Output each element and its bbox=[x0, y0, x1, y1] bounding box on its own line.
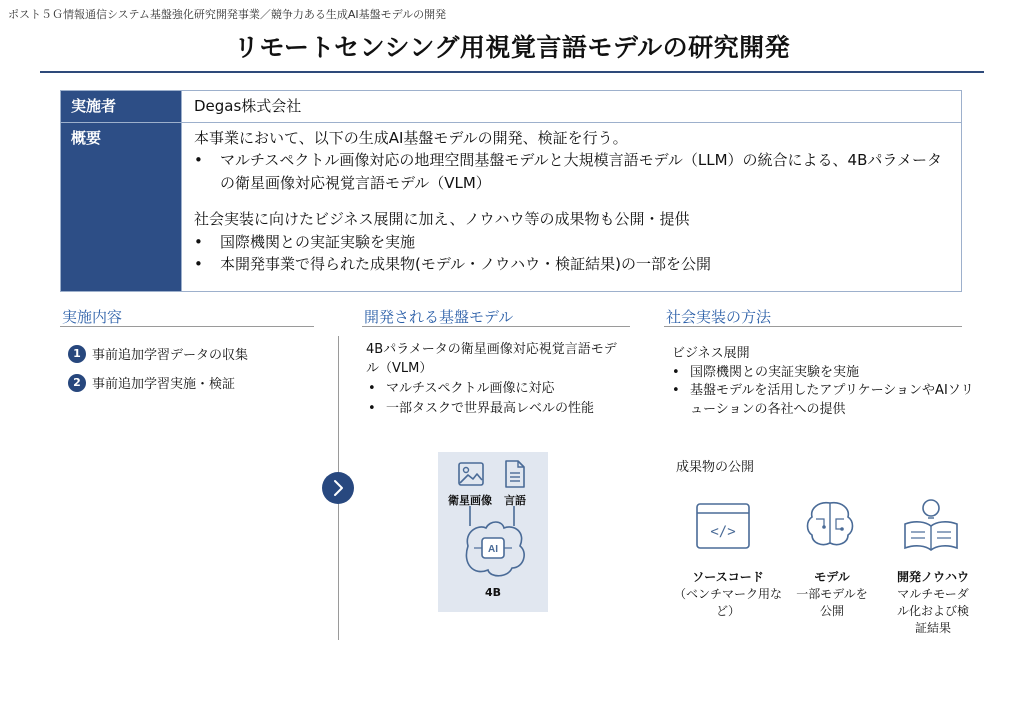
ai-chip-label: AI bbox=[488, 544, 498, 555]
code-symbol: </> bbox=[710, 524, 736, 540]
output-title-knowhow: 開発ノウハウ bbox=[896, 570, 969, 584]
impl-step bbox=[68, 344, 248, 363]
ai-brain-icon bbox=[438, 506, 548, 582]
model-bullet bbox=[368, 380, 630, 399]
header-note: ポスト５Ｇ情報通信システム基盤強化研究開発事業／競争力ある生成AI基盤モデルの開発 bbox=[8, 8, 447, 21]
summary-row bbox=[61, 122, 962, 291]
impl-section-title: 実施内容 bbox=[62, 308, 123, 326]
org-value: Degas株式会社 bbox=[182, 91, 962, 123]
model-bullet-text: 一部タスクで世界最高レベルの性能 bbox=[386, 401, 595, 416]
model-bullet-text: マルチスペクトル画像に対応 bbox=[386, 381, 555, 396]
chevron-right-icon bbox=[322, 472, 354, 504]
summary-bullet-text: マルチスペクトル画像対応の地理空間基盤モデルと大規模言語モデル（LLM）の統合による、4Bパラメータの衛星画像対応視覚言語モデル（VLM） bbox=[220, 151, 942, 192]
summary-intro: 本事業において、以下の生成AI基盤モデルの開発、検証を行う。 bbox=[194, 128, 628, 147]
impl-step bbox=[68, 373, 235, 392]
model-section-rule bbox=[362, 326, 630, 327]
image-input-label: 衛星画像 bbox=[448, 494, 492, 507]
org-label: 実施者 bbox=[61, 91, 182, 123]
bullet-dot: • bbox=[194, 255, 203, 273]
summary-bullet-text: 国際機関との実証実験を実施 bbox=[220, 232, 416, 251]
bullet-dot: • bbox=[194, 151, 203, 169]
social-bullet-text: 国際機関との実証実験を実施 bbox=[690, 365, 860, 380]
title-rule bbox=[40, 71, 984, 73]
step-text: 事前追加学習実施・検証 bbox=[92, 377, 236, 392]
summary-bullet bbox=[194, 253, 949, 276]
step-number: 2 bbox=[68, 374, 86, 392]
bullet-dot: • bbox=[368, 381, 376, 396]
model-section-title: 開発される基盤モデル bbox=[364, 308, 514, 326]
code-window-icon bbox=[696, 503, 750, 549]
step-number: 1 bbox=[68, 345, 86, 363]
publication-title: 成果物の公開 bbox=[676, 460, 755, 475]
social-bullet bbox=[672, 364, 976, 383]
bullet-dot: • bbox=[672, 383, 680, 398]
output-sub-source-code: （ベンチマーク用など） bbox=[673, 587, 782, 618]
page-title: リモートセンシング用視覚言語モデルの研究開発 bbox=[233, 33, 791, 62]
bullet-dot: • bbox=[368, 401, 376, 416]
bullet-dot: • bbox=[672, 365, 680, 380]
social-bullet-text: 基盤モデルを活用したアプリケーションやAIソリューションの各社への提供 bbox=[690, 383, 974, 417]
summary-bullet bbox=[194, 149, 949, 194]
info-table bbox=[60, 90, 962, 292]
impl-section-rule bbox=[60, 326, 314, 327]
book-lightbulb-icon bbox=[902, 496, 960, 552]
summary-bullet bbox=[194, 231, 949, 254]
summary-intro2: 社会実装に向けたビジネス展開に加え、ノウハウ等の成果物も公開・提供 bbox=[194, 210, 690, 228]
bullet-dot: • bbox=[194, 232, 203, 251]
social-section-rule bbox=[664, 326, 962, 327]
output-sub-knowhow: マルチモーダル化および検証結果 bbox=[896, 587, 969, 635]
output-sub-model: 一部モデルを公開 bbox=[796, 587, 868, 618]
output-title-source-code: ソースコード bbox=[692, 570, 764, 584]
model-size-label: 4B bbox=[484, 586, 502, 599]
image-icon bbox=[458, 462, 484, 486]
summary-label: 概要 bbox=[61, 122, 182, 291]
biz-title: ビジネス展開 bbox=[672, 346, 750, 361]
text-input-label: 言語 bbox=[504, 494, 526, 507]
org-row bbox=[61, 91, 962, 123]
model-description: 4Bパラメータの衛星画像対応視覚言語モデル（VLM） bbox=[366, 342, 617, 376]
summary-value bbox=[182, 122, 962, 291]
document-icon bbox=[504, 460, 526, 488]
social-section-title: 社会実装の方法 bbox=[666, 308, 772, 326]
model-bullet bbox=[368, 400, 630, 419]
brain-icon bbox=[804, 499, 856, 549]
social-bullet bbox=[672, 382, 976, 420]
summary-bullet-text: 本開発事業で得られた成果物(モデル・ノウハウ・検証結果)の一部を公開 bbox=[220, 255, 711, 273]
step-text: 事前追加学習データの収集 bbox=[92, 348, 249, 363]
vlm-diagram bbox=[438, 452, 548, 612]
output-title-model: モデル bbox=[814, 570, 850, 584]
